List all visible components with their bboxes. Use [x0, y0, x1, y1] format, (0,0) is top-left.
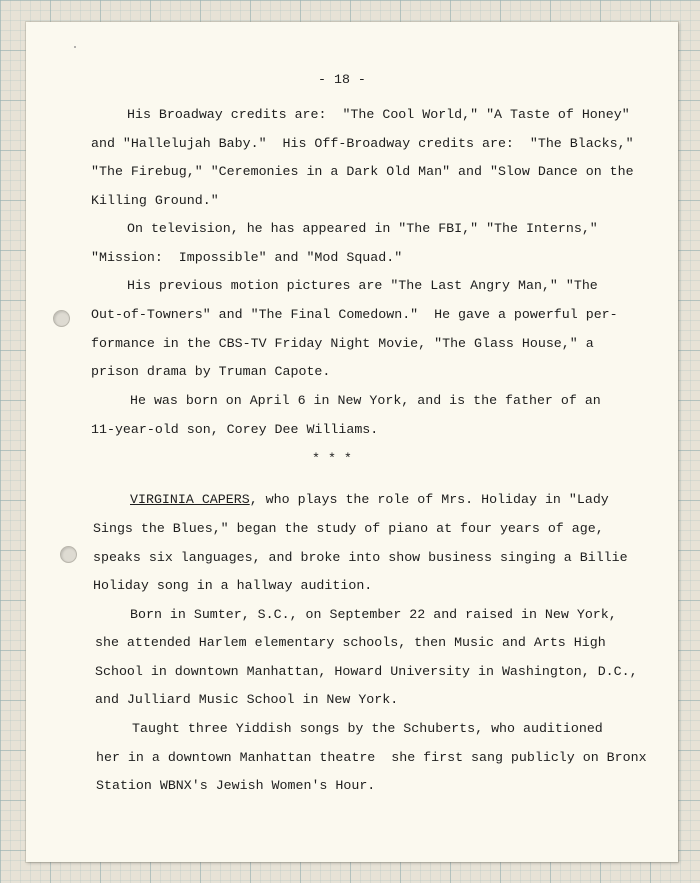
text-line-8: Out-of-Towners" and "The Final Comedown." He gave a powerful per- [91, 307, 618, 322]
text-line-13-rest: , who plays the role of Mrs. Holiday in "Lady [249, 492, 609, 507]
text-line-19: School in downtown Manhattan, Howard University in Washington, D.C., [95, 664, 638, 679]
punch-hole-bottom [60, 546, 77, 563]
text-line-23: Station WBNX's Jewish Women's Hour. [96, 778, 376, 793]
text-line-14: Sings the Blues," began the study of piano at four years of age, [93, 521, 604, 536]
text-line-13 [130, 492, 609, 508]
section-separator: * * * [312, 451, 352, 466]
text-line-21: Taught three Yiddish songs by the Schuberts, who auditioned [132, 721, 603, 736]
text-line-22: her in a downtown Manhattan theatre she first sang publicly on Bronx [96, 750, 647, 765]
text-line-16: Holiday song in a hallway audition. [93, 578, 373, 593]
paper-speck [74, 46, 76, 48]
text-line-20: and Julliard Music School in New York. [95, 692, 399, 707]
text-line-12: 11-year-old son, Corey Dee Williams. [91, 422, 379, 437]
punch-hole-top [53, 310, 70, 327]
text-line-3: "The Firebug," "Ceremonies in a Dark Old Man" and "Slow Dance on the [91, 164, 634, 179]
text-line-2: and "Hallelujah Baby." His Off-Broadway credits are: "The Blacks," [91, 136, 634, 151]
text-line-15: speaks six languages, and broke into show business singing a Billie [93, 550, 628, 565]
text-line-1: His Broadway credits are: "The Cool World," "A Taste of Honey" [127, 107, 630, 122]
text-line-18: she attended Harlem elementary schools, then Music and Arts High [95, 635, 606, 650]
text-line-17: Born in Sumter, S.C., on September 22 and raised in New York, [130, 607, 617, 622]
actor-name: VIRGINIA CAPERS [130, 492, 250, 507]
text-line-5: On television, he has appeared in "The FBI," "The Interns," [127, 221, 598, 236]
text-line-10: prison drama by Truman Capote. [91, 364, 331, 379]
text-line-7: His previous motion pictures are "The Last Angry Man," "The [127, 278, 598, 293]
text-line-9: formance in the CBS-TV Friday Night Movie, "The Glass House," a [91, 336, 594, 351]
text-line-4: Killing Ground." [91, 193, 219, 208]
page-number: - 18 - [318, 72, 366, 87]
text-line-6: "Mission: Impossible" and "Mod Squad." [91, 250, 403, 265]
text-line-11: He was born on April 6 in New York, and is the father of an [130, 393, 601, 408]
